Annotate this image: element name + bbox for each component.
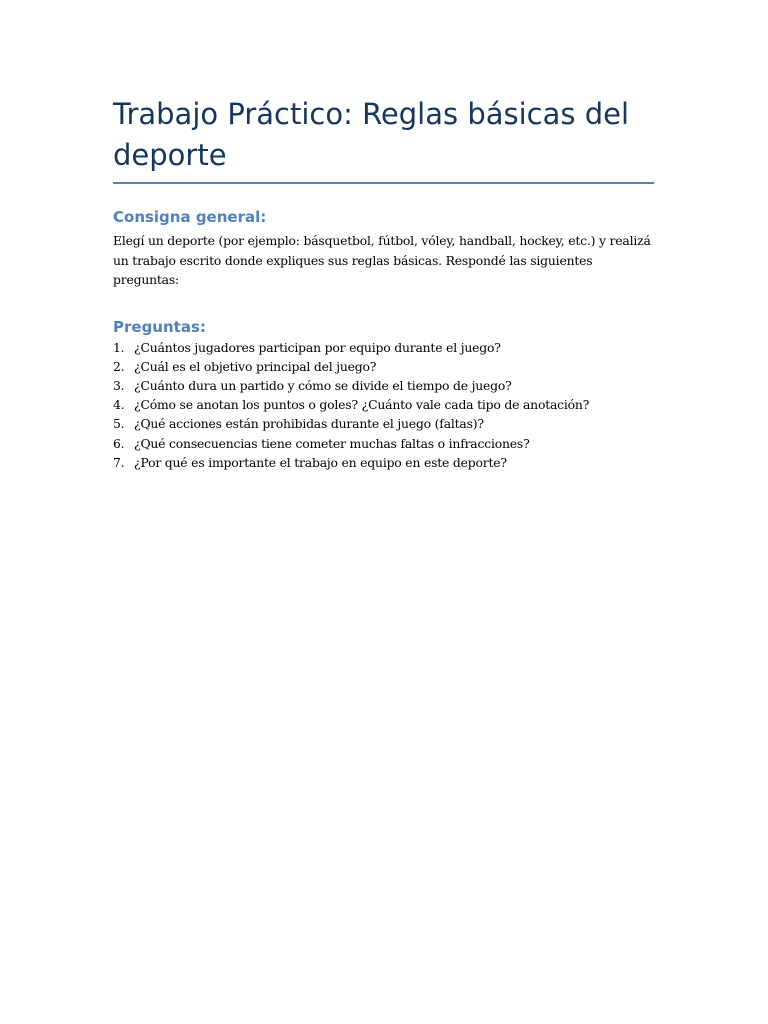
question-number: 4. (113, 397, 125, 413)
question-number: 3. (113, 377, 125, 393)
document-content (113, 94, 654, 472)
question-text: ¿Cuánto dura un partido y cómo se divide el tiempo de juego? (134, 377, 512, 393)
question-text: ¿Qué consecuencias tiene cometer muchas faltas o infracciones? (134, 435, 530, 451)
question-item (113, 414, 654, 433)
question-item (113, 453, 654, 472)
question-text: ¿Qué acciones están prohibidas durante el juego (faltas)? (134, 416, 484, 432)
question-item (113, 376, 654, 395)
question-item (113, 338, 654, 357)
question-item (113, 395, 654, 414)
question-text: ¿Cómo se anotan los puntos o goles? ¿Cuánto vale cada tipo de anotación? (134, 397, 590, 413)
consigna-body: Elegí un deporte (por ejemplo: básquetbol, fútbol, vóley, handball, hockey, etc.) y realizá un trabajo escrito donde expliques sus reglas básicas. Respondé las siguientes preguntas: (113, 233, 651, 287)
question-text: ¿Cuál es el objetivo principal del juego? (134, 358, 377, 374)
question-item (113, 357, 654, 376)
question-number: 6. (113, 435, 125, 451)
preguntas-heading: Preguntas: (113, 317, 206, 336)
question-text: ¿Cuántos jugadores participan por equipo durante el juego? (134, 339, 501, 355)
consigna-heading: Consigna general: (113, 208, 267, 226)
question-number: 2. (113, 358, 125, 374)
question-number: 1. (113, 339, 125, 355)
question-item (113, 434, 654, 453)
document-title: Trabajo Práctico: Reglas básicas del deporte (113, 94, 654, 184)
question-number: 5. (113, 416, 125, 432)
question-list (113, 338, 654, 472)
question-number: 7. (113, 454, 125, 470)
question-text: ¿Por qué es importante el trabajo en equipo en este deporte? (134, 454, 507, 470)
